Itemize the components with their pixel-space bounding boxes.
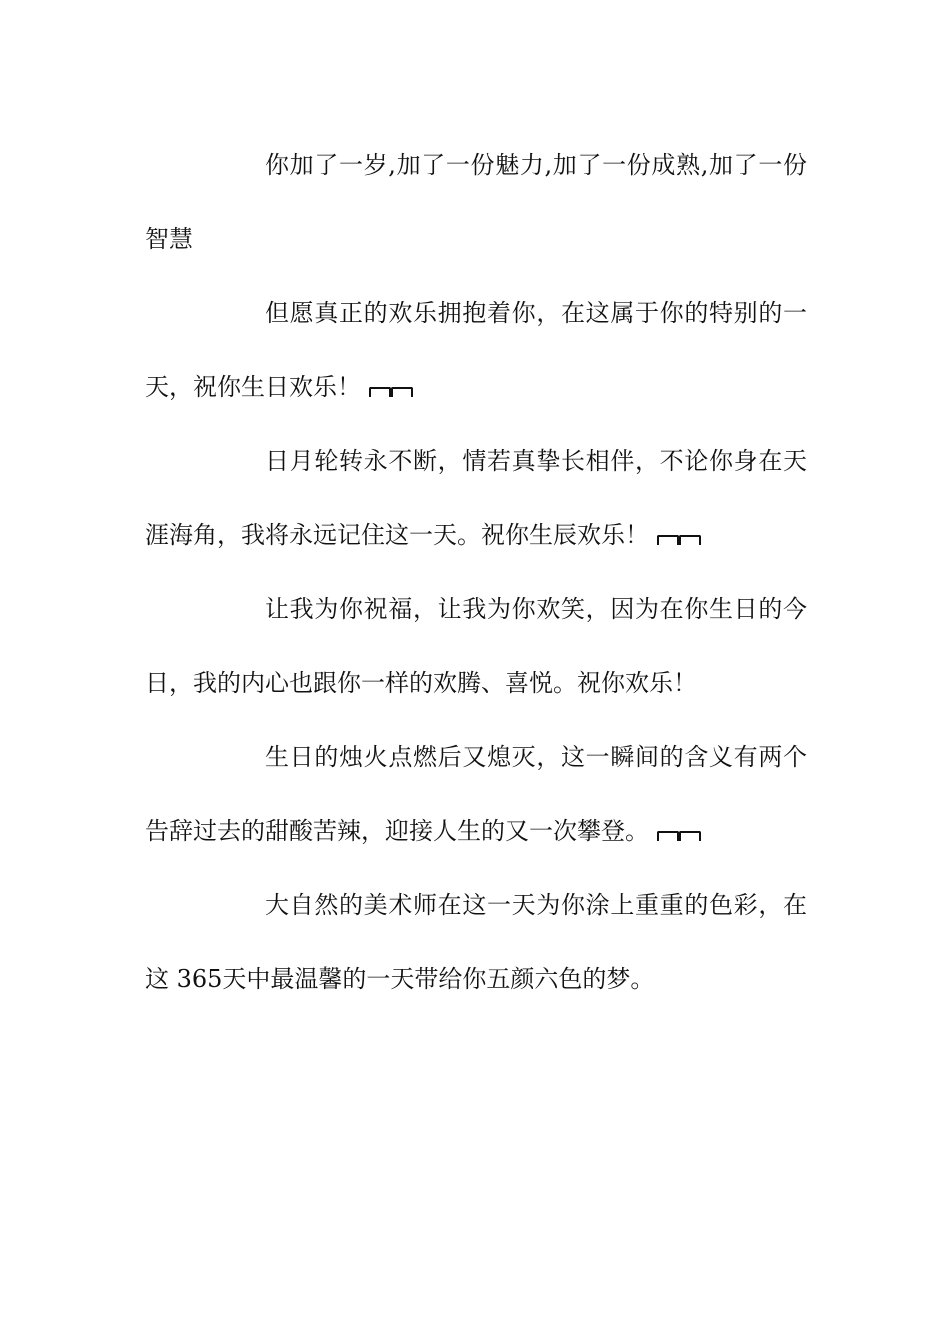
double-arch-mark-icon <box>657 533 701 545</box>
paragraph-4 <box>145 572 807 720</box>
double-arch-mark-icon <box>369 385 413 397</box>
paragraph-text: 生日的烛火点燃后又熄灭，这一瞬间的含义有两个告辞过去的甜酸苦辣，迎接人生的又一次攀登。 <box>145 743 807 845</box>
paragraph-1 <box>145 128 807 276</box>
paragraph-text: 你加了一岁,加了一份魅力,加了一份成熟,加了一份智慧 <box>145 151 807 253</box>
document-body <box>145 128 807 1016</box>
double-arch-mark-icon <box>657 829 701 841</box>
paragraph-2 <box>145 276 807 424</box>
paragraph-6 <box>145 868 807 1016</box>
paragraph-text: 日月轮转永不断，情若真挚长相伴，不论你身在天涯海角，我将永远记住这一天。祝你生辰欢乐！ <box>145 447 807 549</box>
paragraph-text: 大自然的美术师在这一天为你涂上重重的色彩，在这 365天中最温馨的一天带给你五颜六色的梦。 <box>145 891 807 993</box>
paragraph-3 <box>145 424 807 572</box>
paragraph-text: 让我为你祝福，让我为你欢笑，因为在你生日的今日，我的内心也跟你一样的欢腾、喜悦。祝你欢乐！ <box>145 595 807 697</box>
paragraph-text: 但愿真正的欢乐拥抱着你，在这属于你的特别的一天，祝你生日欢乐！ <box>145 299 807 401</box>
paragraph-5 <box>145 720 807 868</box>
